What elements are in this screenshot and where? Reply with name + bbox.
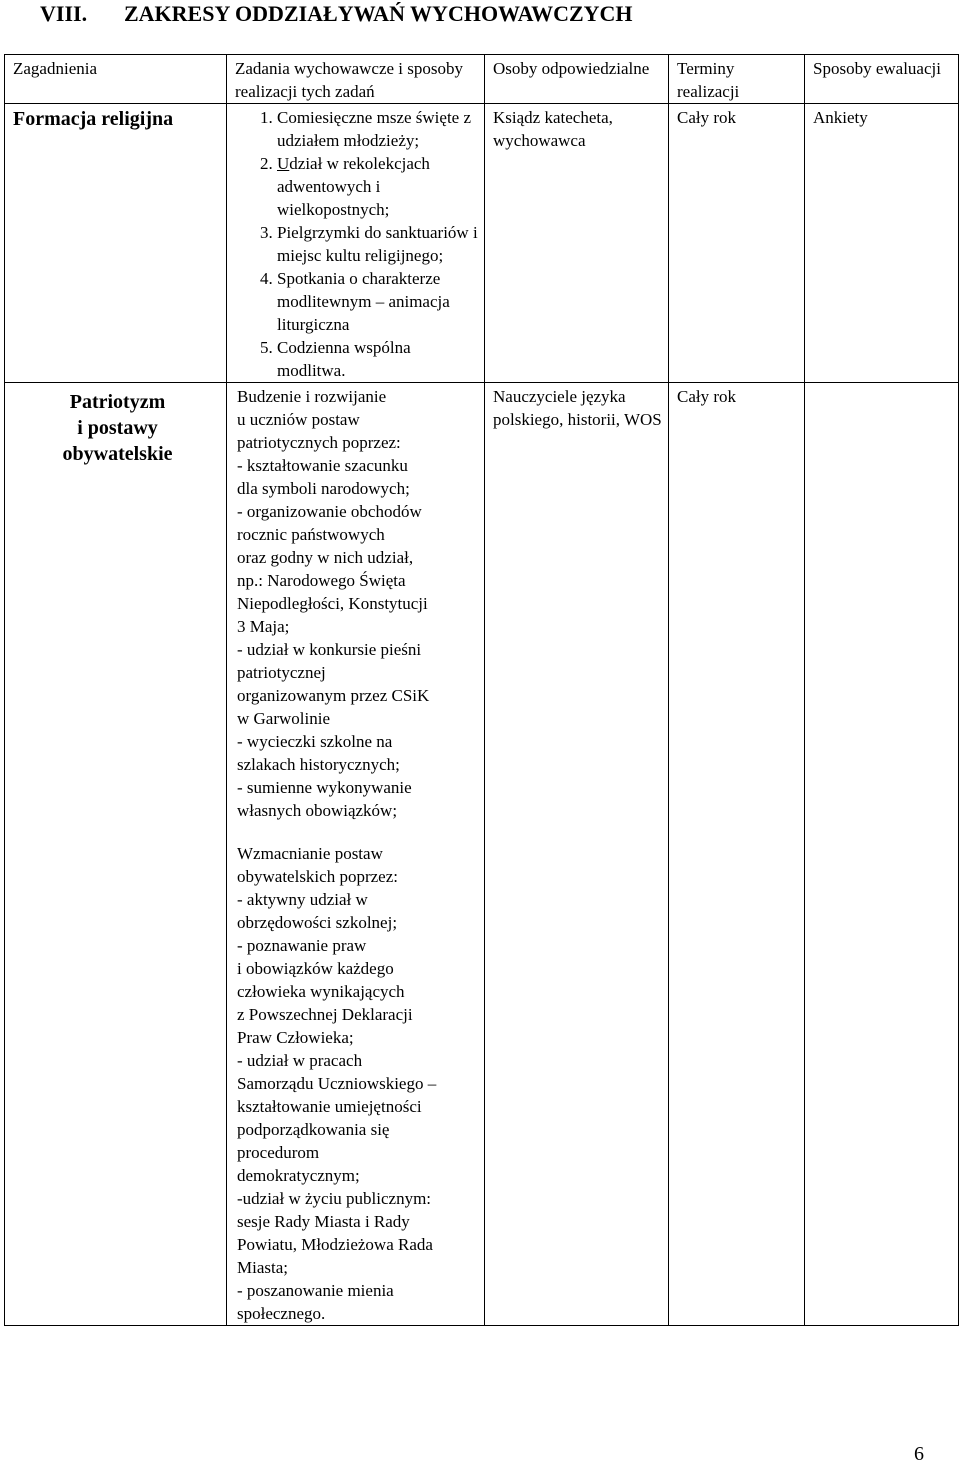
- terms-cell: Cały rok: [669, 104, 805, 383]
- task-line: własnych obowiązków;: [237, 801, 398, 820]
- header-terms: Terminy realizacji: [669, 55, 805, 104]
- task-line: - poznawanie praw: [237, 936, 367, 955]
- task-line: - udział w konkursie pieśni: [237, 640, 422, 659]
- task-line: Miasta;: [237, 1258, 288, 1277]
- table-row: [5, 104, 959, 383]
- terms-cell: Cały rok: [669, 383, 805, 1326]
- section-number: VIII.: [40, 1, 88, 26]
- topic-line: i postawy: [77, 417, 158, 439]
- task-line: z Powszechnej Deklaracji: [237, 1005, 413, 1024]
- list-item: 5. Codzienna wspólna modlitwa.: [277, 336, 480, 382]
- topic-cell: Formacja religijna: [5, 104, 227, 383]
- persons-cell: Ksiądz katecheta, wychowawca: [485, 104, 669, 383]
- topic-line: Patriotyzm: [69, 391, 166, 413]
- task-line: - kształtowanie szacunku: [237, 456, 408, 475]
- section-heading: [40, 0, 633, 28]
- list-item-text: U: [277, 154, 290, 173]
- list-item: 4. Spotkania o charakterze modlitewnym – animacja liturgiczna: [277, 267, 480, 336]
- list-item: 1. Comiesięczne msze święte z udziałem młodzieży;: [277, 106, 480, 152]
- task-line: - organizowanie obchodów: [237, 502, 422, 521]
- task-line: - sumienne wykonywanie: [237, 778, 412, 797]
- evaluation-cell: Ankiety: [805, 104, 959, 383]
- task-line: obywatelskich poprzez:: [237, 867, 398, 886]
- page-number: 6: [914, 1443, 924, 1465]
- task-line: - poszanowanie mienia: [237, 1281, 394, 1300]
- section-title: ZAKRESY ODDZIAŁYWAŃ WYCHOWAWCZYCH: [124, 1, 633, 26]
- task-line: demokratycznym;: [237, 1166, 360, 1185]
- task-line: np.: Narodowego Święta: [237, 571, 406, 590]
- task-line: Powiatu, Młodzieżowa Rada: [237, 1235, 433, 1254]
- task-line: szlakach historycznych;: [237, 755, 400, 774]
- header-topic: Zagadnienia: [5, 55, 227, 104]
- task-line: - udział w pracach: [237, 1051, 363, 1070]
- header-evaluation: Sposoby ewaluacji: [805, 55, 959, 104]
- tasks-block-civic: [237, 842, 480, 1325]
- task-line: -udział w życiu publicznym:: [237, 1189, 432, 1208]
- task-line: Niepodległości, Konstytucji: [237, 594, 428, 613]
- task-line: w Garwolinie: [237, 709, 331, 728]
- task-line: - wycieczki szkolne na: [237, 732, 393, 751]
- task-line: człowieka wynikających: [237, 982, 405, 1001]
- task-line: Budzenie i rozwijanie: [237, 387, 387, 406]
- task-line: dla symboli narodowych;: [237, 479, 410, 498]
- task-line: organizowanym przez CSiK: [237, 686, 430, 705]
- tasks-cell: [227, 104, 485, 383]
- task-line: 3 Maja;: [237, 617, 290, 636]
- evaluation-cell: [805, 383, 959, 1326]
- header-persons: Osoby odpowiedzialne: [485, 55, 669, 104]
- task-line: procedurom: [237, 1143, 320, 1162]
- task-line: oraz godny w nich udział,: [237, 548, 414, 567]
- task-list: [237, 106, 480, 382]
- header-tasks: Zadania wychowawcze i sposoby realizacji tych zadań: [227, 55, 485, 104]
- task-line: kształtowanie umiejętności: [237, 1097, 422, 1116]
- block-spacer: [237, 822, 480, 842]
- topic-cell: [5, 383, 227, 1326]
- table-header-row: [5, 55, 959, 104]
- task-line: u uczniów postaw: [237, 410, 360, 429]
- task-line: - aktywny udział w: [237, 890, 368, 909]
- topic-line: obywatelskie: [62, 443, 173, 465]
- task-line: Wzmacnianie postaw: [237, 844, 383, 863]
- list-item: 2. Udział w rekolekcjach adwentowych i wielkopostnych;: [277, 152, 480, 221]
- task-line: rocznic państwowych: [237, 525, 385, 544]
- task-line: sesje Rady Miasta i Rady: [237, 1212, 410, 1231]
- task-line: patriotycznych poprzez:: [237, 433, 401, 452]
- persons-cell: Nauczyciele języka polskiego, historii, WOS: [485, 383, 669, 1326]
- task-line: Samorządu Uczniowskiego –: [237, 1074, 437, 1093]
- tasks-cell: [227, 383, 485, 1326]
- task-line: społecznego.: [237, 1304, 326, 1323]
- tasks-block-patriotic: [237, 385, 480, 822]
- task-line: i obowiązków każdego: [237, 959, 394, 978]
- task-line: patriotycznej: [237, 663, 326, 682]
- task-line: podporządkowania się: [237, 1120, 390, 1139]
- list-item: 3. Pielgrzymki do sanktuariów i miejsc kultu religijnego;: [277, 221, 480, 267]
- table-row: [5, 383, 959, 1326]
- task-line: obrzędowości szkolnej;: [237, 913, 398, 932]
- educational-plan-table: [4, 54, 959, 1326]
- task-line: Praw Człowieka;: [237, 1028, 354, 1047]
